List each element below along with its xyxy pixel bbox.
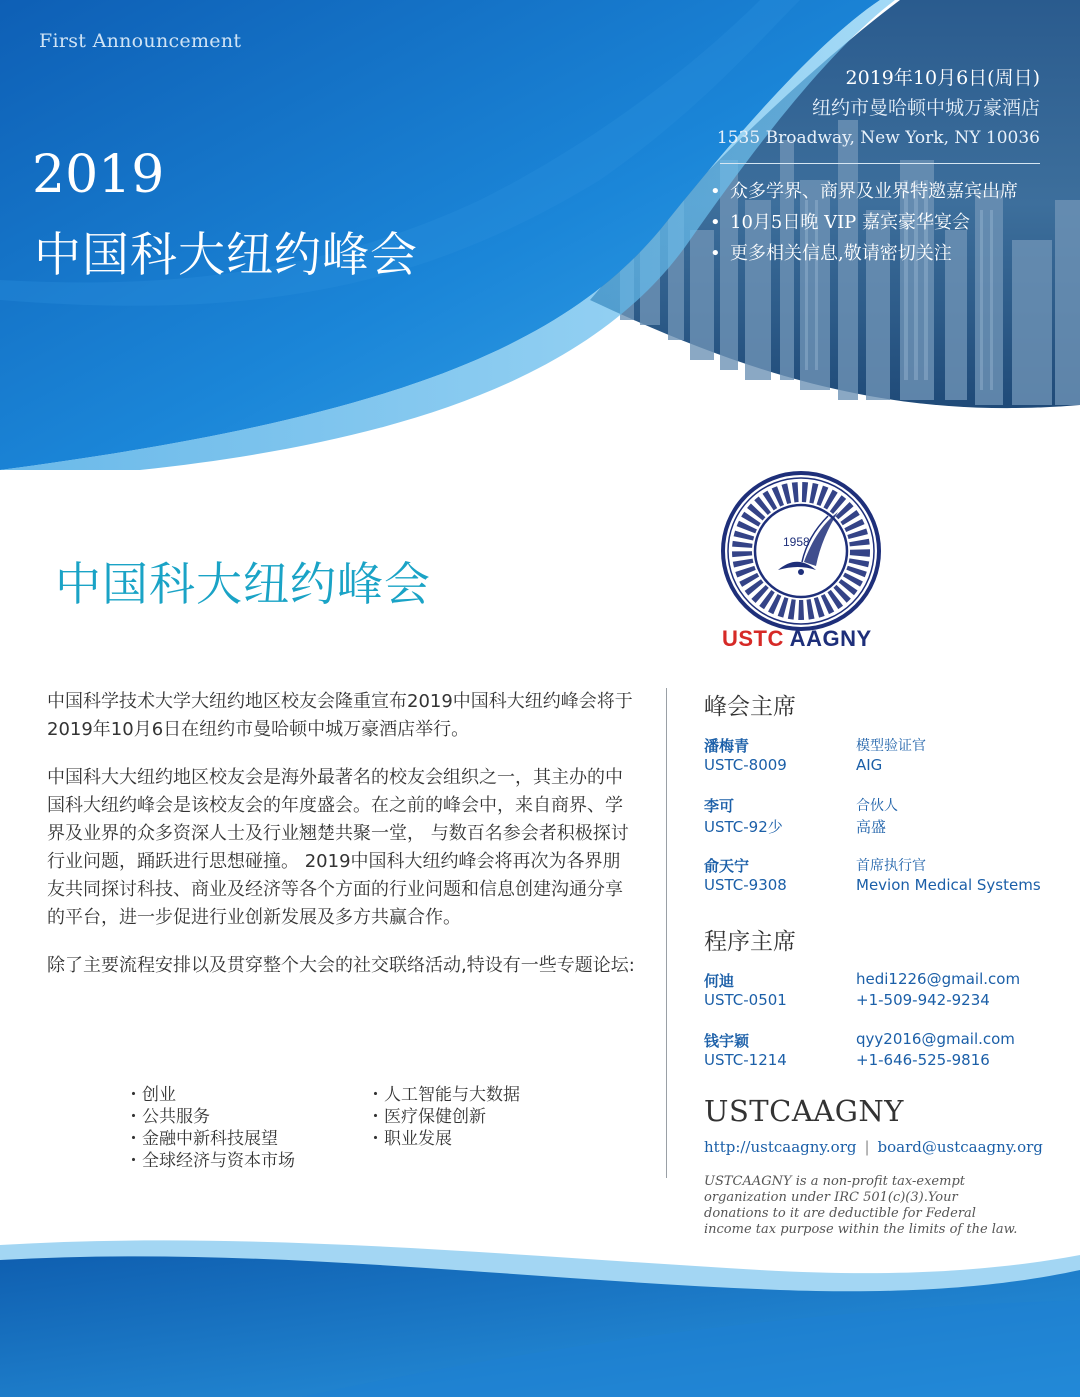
event-address: 1535 Broadway, New York, NY 10036 [716, 128, 1040, 148]
forum-item: ・全球经济与资本市场 [125, 1151, 295, 1171]
person-org: AIG [856, 756, 883, 774]
person-name: 潘梅青 [704, 737, 750, 755]
org-website-link[interactable]: http://ustcaagny.org [704, 1138, 857, 1156]
person-org: Mevion Medical Systems [856, 876, 1041, 894]
forum-item: ・人工智能与大数据 [367, 1085, 520, 1105]
logo-wordmark: USTC AAGNY [722, 626, 872, 651]
logo-year: 1958 [783, 535, 810, 549]
hero-title: 中国科大纽约峰会 [34, 228, 418, 281]
person-name: 俞天宁 [704, 857, 750, 875]
ustc-aagny-seal-logo [720, 470, 882, 632]
chair-entry [704, 853, 1044, 913]
program-chairs-title: 程序主席 [704, 929, 796, 955]
person-email[interactable]: qyy2016@gmail.com [856, 1030, 1015, 1048]
forum-item: ・金融中新科技展望 [125, 1129, 278, 1149]
event-highlights [710, 176, 1040, 269]
column-divider [666, 688, 667, 1178]
person-org: 高盛 [856, 818, 887, 836]
body-paragraph: 中国科学技术大学大纽约地区校友会隆重宣布2019中国科大纽约峰会将于2019年10月6日在纽约市曼哈顿中城万豪酒店举行。 [47, 691, 633, 740]
program-chair-entry [704, 968, 1044, 1028]
person-id: USTC-8009 [704, 756, 787, 774]
org-tax-note: USTCAAGNY is a non-profit tax-exempt organization under IRC 501(c)(3).Your donations to it are deductible for Federal income tax purpose within the limits of the law. [704, 1174, 1018, 1237]
event-info [710, 63, 1040, 269]
forum-list-left [125, 1084, 295, 1172]
summit-chairs-title: 峰会主席 [704, 694, 796, 720]
person-role: 首席执行官 [856, 858, 926, 874]
org-links: http://ustcaagny.org | board@ustcaagny.org [704, 1138, 1043, 1156]
main-body-text [47, 688, 637, 1000]
person-id: USTC-1214 [704, 1051, 787, 1069]
first-announcement-label: First Announcement [39, 30, 242, 52]
program-chair-entry [704, 1028, 1044, 1088]
org-email-link[interactable]: board@ustcaagny.org [877, 1138, 1043, 1156]
person-email[interactable]: hedi1226@gmail.com [856, 970, 1021, 988]
person-id: USTC-0501 [704, 991, 787, 1009]
main-heading: 中国科大纽约峰会 [55, 558, 431, 610]
body-paragraph: 中国科大大纽约地区校友会是海外最著名的校友会组织之一，其主办的中国科大纽约峰会是该校友会的年度盛会。在之前的峰会中，来自商界、学界及业界的众多资深人士及行业翘楚共聚一堂， 与数百名参会者积极探讨行业问题，踊跃进行思想碰撞。 2019中国科大纽约峰会将再次为各界朋友共同探讨科技、商业及经济等各个方面的行业问题和信息创建沟通分享的平台，进一步促进行业创新发展及多方共赢合作。 [47, 767, 629, 928]
event-date: 2019年10月6日(周日) [845, 67, 1040, 89]
event-venue: 纽约市曼哈顿中城万豪酒店 [811, 97, 1040, 119]
person-id: USTC-92少 [704, 818, 783, 836]
chair-entry [704, 793, 1044, 853]
event-divider [720, 163, 1040, 164]
hero-year: 2019 [32, 145, 165, 205]
person-phone: +1-646-525-9816 [856, 1051, 990, 1069]
footer-wave-background [0, 1230, 1080, 1397]
person-name: 李可 [704, 797, 735, 815]
body-paragraph: 除了主要流程安排以及贯穿整个大会的社交联络活动,特设有一些专题论坛: [47, 955, 635, 976]
event-highlight: • 10月5日晚 VIP 嘉宾豪华宴会 [710, 212, 971, 233]
org-name: USTCAAGNY [704, 1094, 904, 1128]
forum-item: ・创业 [125, 1085, 176, 1105]
person-name: 何迪 [704, 972, 735, 990]
person-phone: +1-509-942-9234 [856, 991, 990, 1009]
event-highlight: • 更多相关信息,敬请密切关注 [710, 243, 952, 264]
event-highlight: • 众多学界、商界及业界特邀嘉宾出席 [710, 181, 1018, 202]
forum-item: ・公共服务 [125, 1107, 210, 1127]
forum-list-right [367, 1084, 520, 1150]
person-name: 钱宇颖 [704, 1032, 750, 1050]
chair-entry [704, 733, 1044, 793]
person-role: 模型验证官 [856, 738, 926, 754]
person-role: 合伙人 [856, 798, 898, 814]
person-id: USTC-9308 [704, 876, 787, 894]
forum-item: ・医疗保健创新 [367, 1107, 486, 1127]
sidebar-contacts [704, 688, 1044, 1088]
forum-item: ・职业发展 [367, 1129, 452, 1149]
